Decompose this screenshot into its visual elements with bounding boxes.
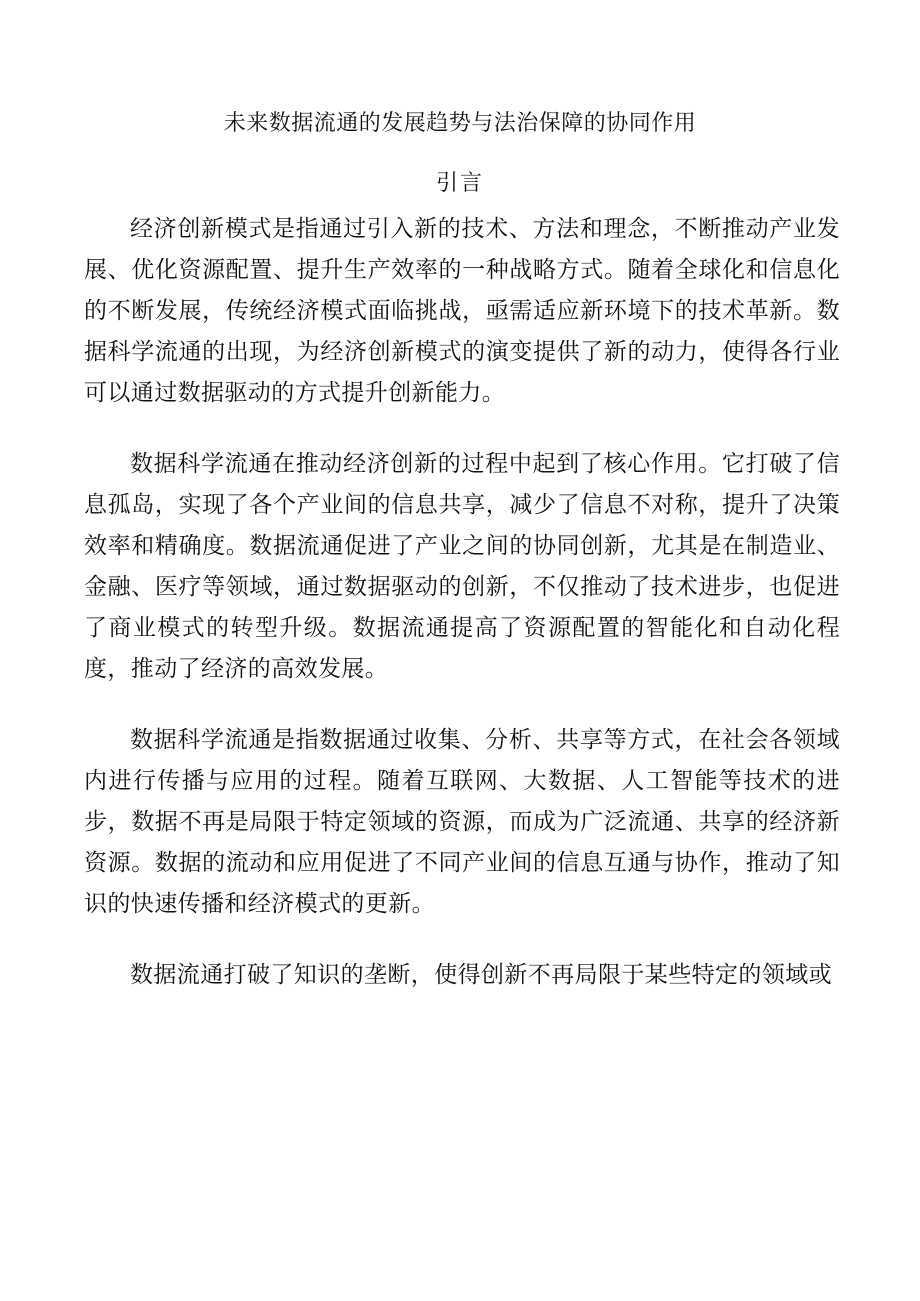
document-title: 未来数据流通的发展趋势与法治保障的协同作用 <box>223 111 697 136</box>
document-body <box>84 209 840 1026</box>
paragraph-2: 数据科学流通在推动经济创新的过程中起到了核心作用。它打破了信息孤岛，实现了各个产业间的信息共享，减少了信息不对称，提升了决策效率和精确度。数据流通促进了产业之间的协同创新，尤其是在制造业、金融、医疗等领域，通过数据驱动的创新，不仅推动了技术进步，也促进了商业模式的转型升级。数据流通提高了资源配置的智能化和自动化程度，推动了经济的高效发展。 <box>84 451 840 682</box>
paragraph-3: 数据科学流通是指数据通过收集、分析、共享等方式，在社会各领域内进行传播与应用的过程。随着互联网、大数据、人工智能等技术的进步，数据不再是局限于特定领域的资源，而成为广泛流通、共享的经济新资源。数据的流动和应用促进了不同产业间的信息互通与协作，推动了知识的快速传播和经济模式的更新。 <box>84 727 840 917</box>
paragraph-1: 经济创新模式是指通过引入新的技术、方法和理念，不断推动产业发展、优化资源配置、提升生产效率的一种战略方式。随着全球化和信息化的不断发展，传统经济模式面临挑战，亟需适应新环境下的技术革新。数据科学流通的出现，为经济创新模式的演变提供了新的动力，使得各行业可以通过数据驱动的方式提升创新能力。 <box>84 216 840 406</box>
section-heading-introduction: 引言 <box>435 171 484 196</box>
paragraph-4: 数据流通打破了知识的垄断，使得创新不再局限于某些特定的领域或 <box>130 962 832 988</box>
